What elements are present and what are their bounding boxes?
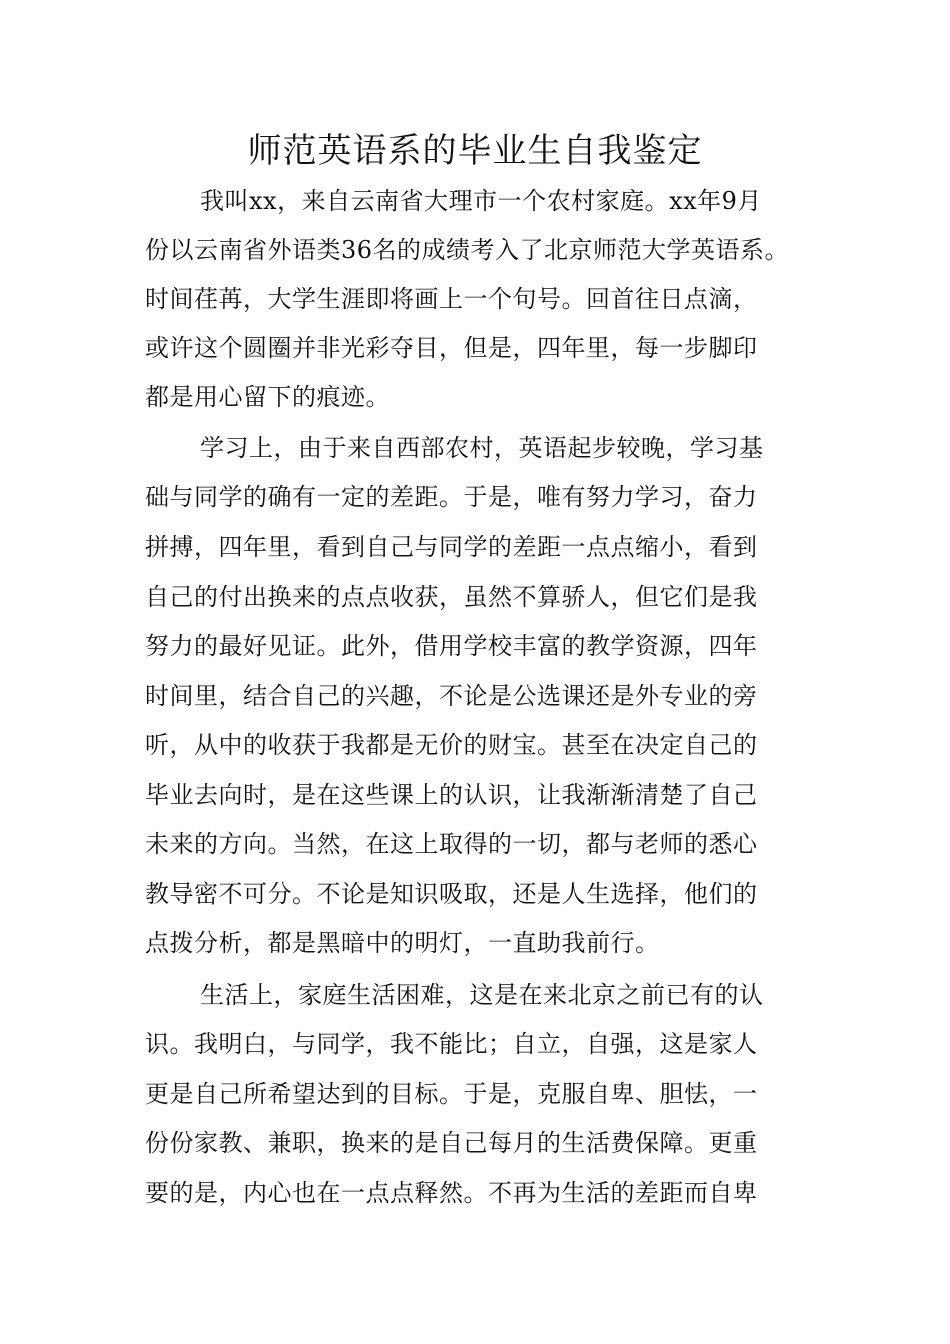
text-line: 份以云南省外语类36名的成绩考入了北京师范大学英语系。: [145, 236, 790, 264]
text-line: 自己的付出换来的点点收获，虽然不算骄人，但它们是我: [145, 583, 758, 611]
text-line: 拼搏，四年里，看到自己与同学的差距一点点缩小，看到: [145, 533, 758, 561]
text-line: 时间荏苒，大学生涯即将画上一个句号。回首往日点滴，: [145, 285, 758, 313]
text-line: 要的是，内心也在一点点释然。不再为生活的差距而自卑: [145, 1179, 758, 1207]
text-line: 未来的方向。当然，在这上取得的一切，都与老师的悉心: [145, 830, 758, 858]
text-line: 时间里，结合自己的兴趣，不论是公选课还是外专业的旁: [145, 682, 758, 710]
text-line: 毕业去向时，是在这些课上的认识，让我渐渐清楚了自己: [145, 781, 758, 809]
document-title: 师范英语系的毕业生自我鉴定: [247, 131, 703, 171]
text-line: 或许这个圆圈并非光彩夺目，但是，四年里，每一步脚印: [145, 334, 758, 362]
text-line: 识。我明白，与同学，我不能比；自立，自强，这是家人: [145, 1030, 758, 1058]
text-line: 础与同学的确有一定的差距。于是，唯有努力学习，奋力: [145, 483, 758, 511]
text-line: 教导密不可分。不论是知识吸取，还是人生选择，他们的: [145, 880, 758, 908]
text-line: 学习上，由于来自西部农村，英语起步较晚，学习基: [200, 434, 764, 462]
text-line: 努力的最好见证。此外，借用学校丰富的教学资源，四年: [145, 632, 758, 660]
text-line: 点拨分析，都是黑暗中的明灯，一直助我前行。: [145, 929, 660, 957]
text-line: 生活上，家庭生活困难，这是在来北京之前已有的认: [200, 981, 764, 1009]
text-line: 份份家教、兼职，换来的是自己每月的生活费保障。更重: [145, 1129, 758, 1157]
text-line: 听，从中的收获于我都是无价的财宝。甚至在决定自己的: [145, 731, 758, 759]
text-line: 都是用心留下的痕迹。: [145, 383, 390, 411]
text-line: 我叫xx，来自云南省大理市一个农村家庭。xx年9月: [200, 187, 762, 215]
text-line: 更是自己所希望达到的目标。于是，克服自卑、胆怯，一: [145, 1080, 758, 1108]
